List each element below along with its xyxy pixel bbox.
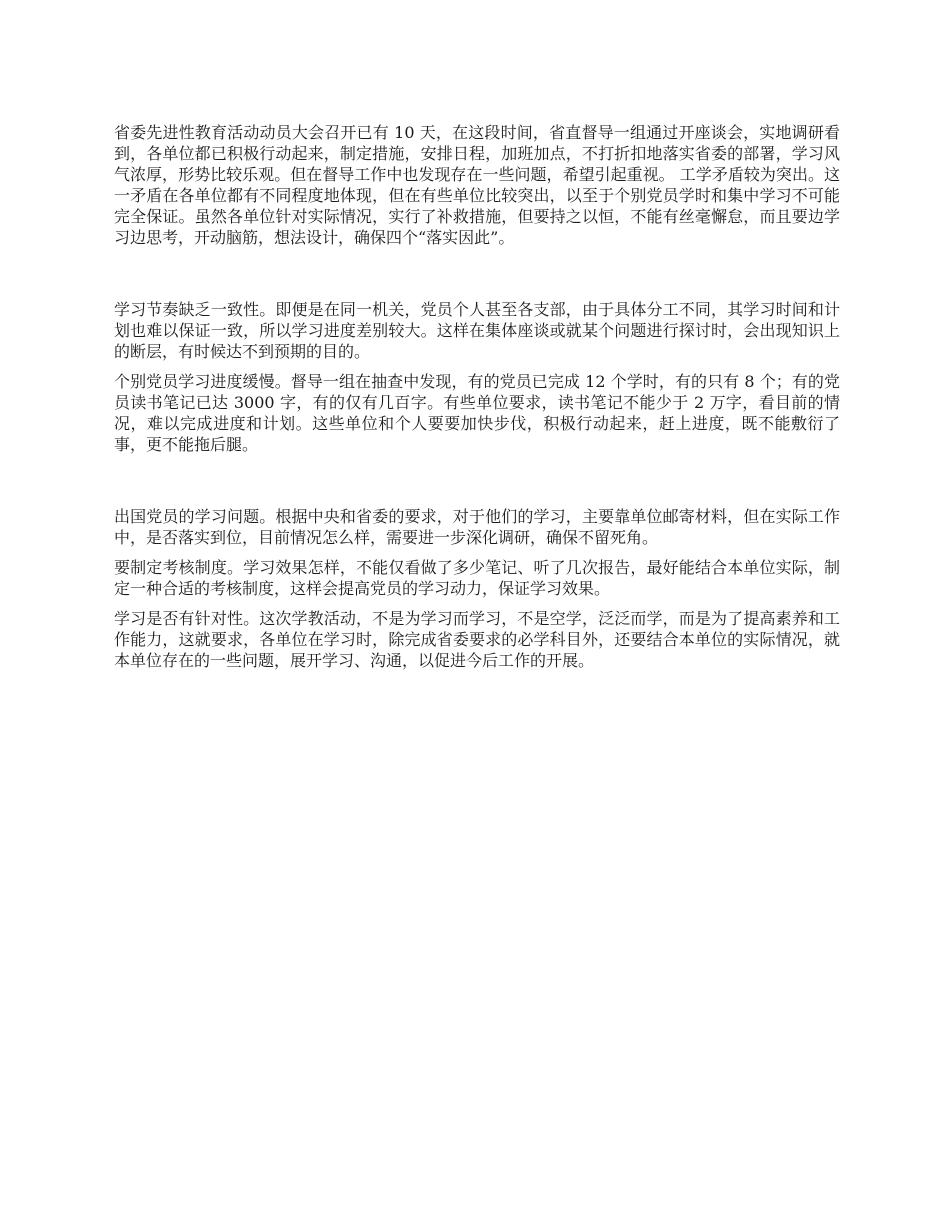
paragraph-overseas-members: 出国党员的学习问题。根据中央和省委的要求，对于他们的学习，主要靠单位邮寄材料，但在实际工作中，是否落实到位，目前情况怎么样，需要进一步深化调研，确保不留死角。 [114, 507, 840, 547]
section-spacer [114, 248, 840, 299]
paragraph-slow-progress: 个别党员学习进度缓慢。督导一组在抽查中发现，有的党员已完成 12 个学时，有的只有 8 个；有的党员读书笔记已达 3000 字，有的仅有几百字。有些单位要求，读书笔记不能少于 2 万字，看目前的情况，难以完成进度和计划。这些单位和个人要要加快步伐，积极行动起来，赶上进度，既不能敷衍了事，更不能拖后腿。 [114, 372, 840, 454]
paragraph-assessment-system: 要制定考核制度。学习效果怎样，不能仅看做了多少笔记、听了几次报告，最好能结合本单位实际，制定一种合适的考核制度，这样会提高党员的学习动力，保证学习效果。 [114, 558, 840, 598]
section-spacer [114, 455, 840, 506]
paragraph-spacer [114, 599, 840, 608]
paragraph-spacer [114, 362, 840, 371]
paragraph-spacer [114, 548, 840, 557]
paragraph-relevance: 学习是否有针对性。这次学教活动，不是为学习而学习，不是空学，泛泛而学，而是为了提高素养和工作能力，这就要求，各单位在学习时，除完成省委要求的必学科目外，还要结合本单位的实际情况，就本单位存在的一些问题，展开学习、沟通，以促进今后工作的开展。 [114, 609, 840, 670]
paragraph-intro: 省委先进性教育活动动员大会召开已有 10 天，在这段时间，省直督导一组通过开座谈会，实地调研看到，各单位都已积极行动起来，制定措施，安排日程，加班加点，不打折扣地落实省委的部署，学习风气浓厚，形势比较乐观。但在督导工作中也发现存在一些问题，希望引起重视。 工学矛盾较为突出。这一矛盾在各单位都有不同程度地体现，但在有些单位比较突出，以至于个别党员学时和集中学习不可能完全保证。虽然各单位针对实际情况，实行了补救措施，但要持之以恒，不能有丝毫懈怠，而且要边学习边思考，开动脑筋，想法设计，确保四个“落实因此”。 [114, 123, 840, 247]
document-body [114, 122, 840, 671]
paragraph-study-pace: 学习节奏缺乏一致性。即便是在同一机关，党员个人甚至各支部，由于具体分工不同，其学习时间和计划也难以保证一致，所以学习进度差别较大。这样在集体座谈或就某个问题进行探讨时，会出现知识上的断层，有时候达不到预期的目的。 [114, 300, 840, 361]
